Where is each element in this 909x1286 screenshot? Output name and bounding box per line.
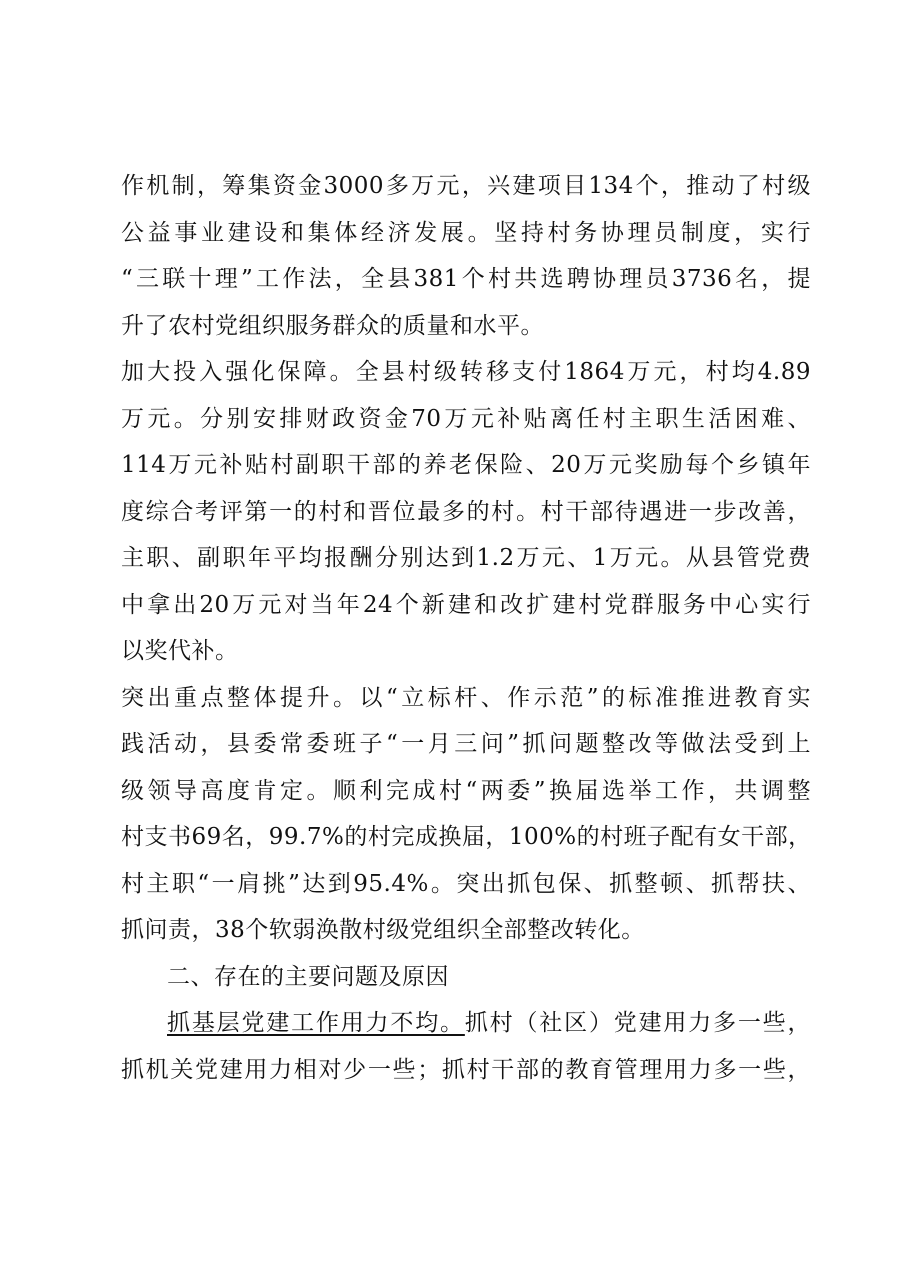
document-body [121,163,811,1093]
paragraph-line: 公益事业建设和集体经济发展。坚持村务协理员制度，实行 [121,219,811,246]
paragraph-line: 中拿出20万元对当年24个新建和改扩建村党群服务中心实行 [121,591,811,618]
paragraph-line: 村主职“一肩挑”达到95.4%。突出抓包保、抓整顿、抓帮扶、 [121,870,811,897]
paragraph-line: 主职、副职年平均报酬分别达到1.2万元、1万元。从县管党费 [121,545,811,571]
section-heading: 二、存在的主要问题及原因 [167,963,449,990]
line-text: 抓村（社区）党建用力多一些， [464,1010,812,1036]
paragraph-line: 度综合考评第一的村和晋位最多的村。村干部待遇进一步改善， [121,498,811,525]
paragraph-line [121,1000,811,1047]
paragraph-line: 践活动，县委常委班子“一月三问”抓问题整改等做法受到上 [121,731,811,757]
paragraph-line: 作机制，筹集资金3000多万元，兴建项目134个，推动了村级 [121,173,811,199]
paragraph-line: 抓机关党建用力相对少一些；抓村干部的教育管理用力多一些， [121,1056,811,1083]
paragraph-line: “三联十理”工作法，全县381个村共选聘协理员3736名，提 [121,266,811,292]
paragraph-line: 以奖代补。 [121,638,239,664]
paragraph-line: 突出重点整体提升。以“立标杆、作示范”的标准推进教育实 [121,684,811,711]
paragraph-line: 升了农村党组织服务群众的质量和水平。 [121,312,544,339]
paragraph-line: 村支书69名，99.7%的村完成换届，100%的村班子配有女干部， [121,824,812,850]
paragraph-line: 级领导高度肯定。顺利完成村“两委”换届选举工作，共调整 [121,777,811,804]
paragraph-line: 抓问责，38个软弱涣散村级党组织全部整改转化。 [121,917,645,943]
paragraph-line: 加大投入强化保障。全县村级转移支付1864万元，村均4.89 [121,359,811,385]
underlined-topic: 抓基层党建工作用力不均。 [167,1010,465,1036]
paragraph-line: 万元。分别安排财政资金70万元补贴离任村主职生活困难、 [121,405,811,432]
paragraph-line: 114万元补贴村副职干部的养老保险、20万元奖励每个乡镇年 [121,452,811,478]
